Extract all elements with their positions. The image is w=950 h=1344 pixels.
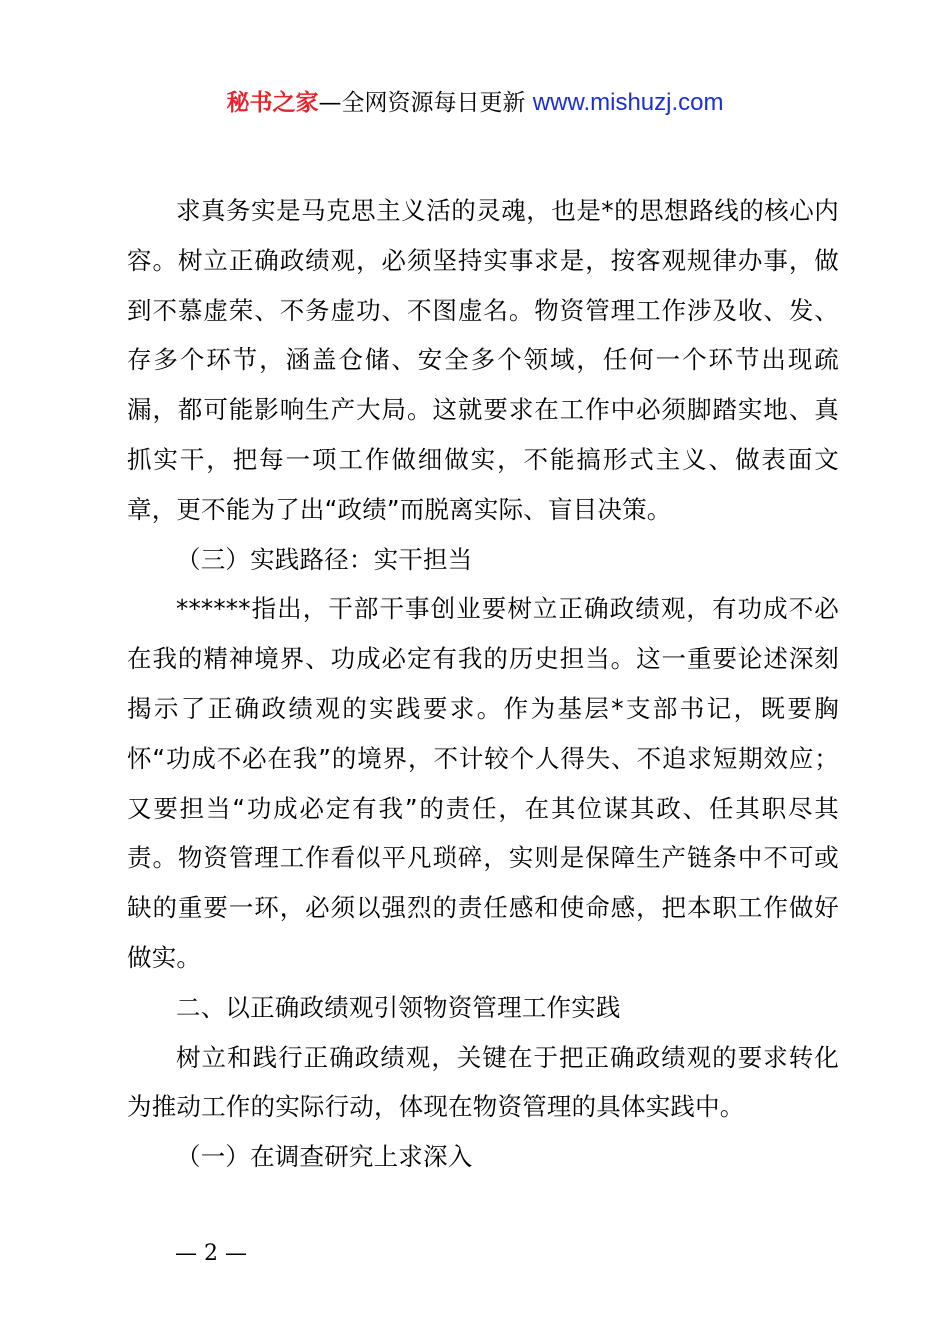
paragraph: 树立和践行正确政绩观，关键在于把正确政绩观的要求转化为推动工作的实际行动，体现在物资管理的具体实践中。 xyxy=(127,1042,839,1122)
section-heading: （三）实践路径：实干担当 xyxy=(176,544,473,574)
site-tagline: —全网资源每日更新 xyxy=(318,90,526,116)
page-number: — 2 — xyxy=(175,1241,247,1266)
paragraph: 求真务实是马克思主义活的灵魂，也是*的思想路线的核心内容。树立正确政绩观，必须坚持实事求是，按客观规律办事，做到不慕虚荣、不务虚功、不图虚名。物资管理工作涉及收、发、存多个环节，涵盖仓储、安全多个领域，任何一个环节出现疏漏，都可能影响生产大局。这就要求在工作中必须脚踏实地、真抓实干，把每一项工作做细做实，不能搞形式主义、做表面文章，更不能为了出“政绩”而脱离实际、盲目决策。 xyxy=(127,196,839,524)
section-heading: 二、以正确政绩观引领物资管理工作实践 xyxy=(176,992,621,1022)
section-heading: （一）在调查研究上求深入 xyxy=(176,1142,473,1172)
site-brand: 秘书之家 xyxy=(226,90,319,116)
site-header xyxy=(0,86,950,120)
site-url-link[interactable]: www.mishuzj.com xyxy=(532,89,724,116)
paragraph: ******指出，干部干事创业要树立正确政绩观，有功成不必在我的精神境界、功成必定有我的历史担当。这一重要论述深刻揭示了正确政绩观的实践要求。作为基层*支部书记，既要胸怀“功成不必在我”的境界，不计较个人得失、不追求短期效应；又要担当“功成必定有我”的责任，在其位谋其政、任其职尽其责。物资管理工作看似平凡琐碎，实则是保障生产链条中不可或缺的重要一环，必须以强烈的责任感和使命感，把本职工作做好做实。 xyxy=(127,594,839,972)
document-body xyxy=(127,186,839,1182)
